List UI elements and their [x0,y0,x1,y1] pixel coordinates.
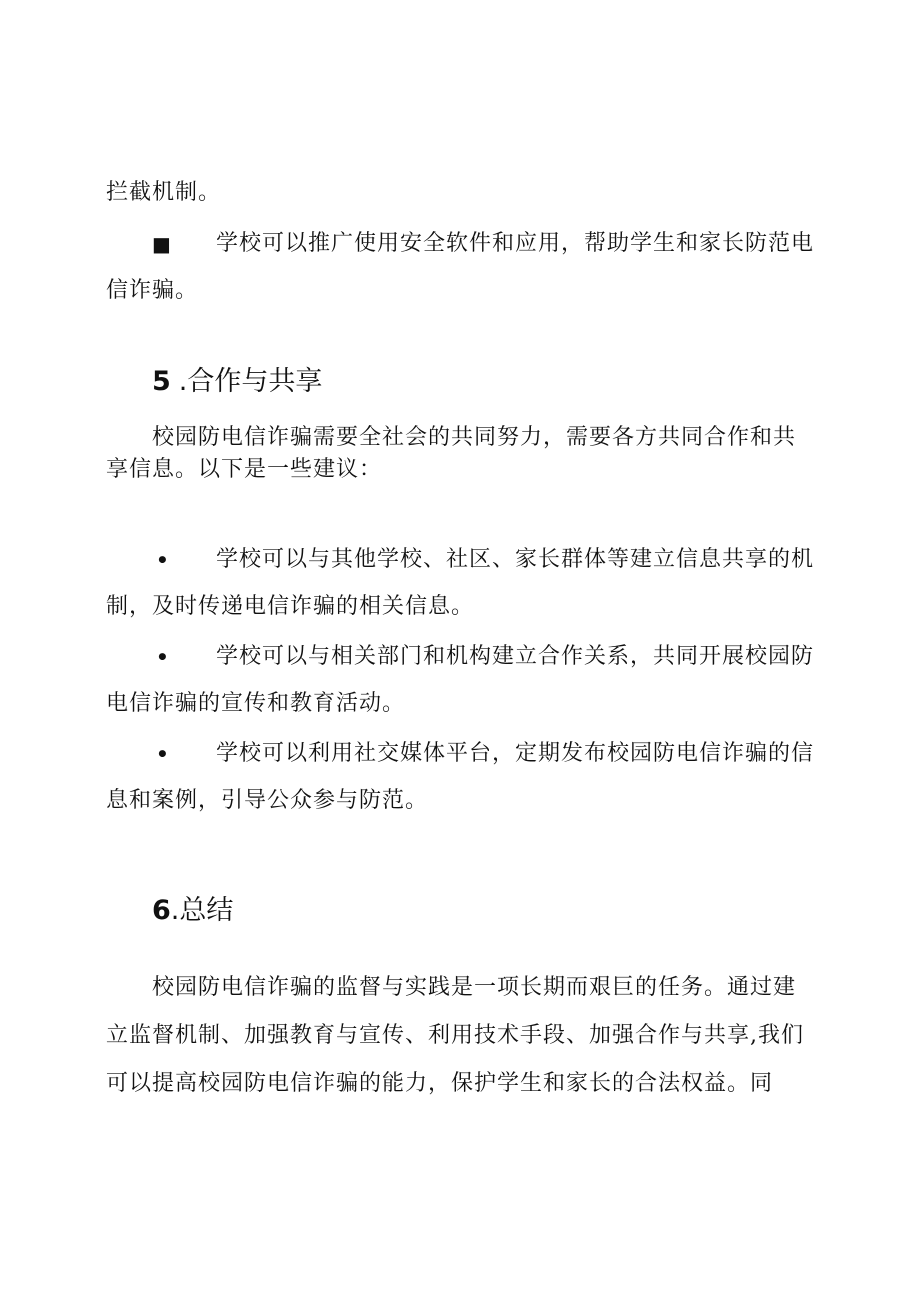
section-heading-5 [152,365,322,399]
list-item-3-line2: 息和案例，引导公众参与防范。 [106,788,429,813]
dot-bullet-icon: • [156,645,169,669]
heading-number: 5 [152,366,171,397]
dot-bullet-icon: • [156,742,169,766]
list-item-1-line2: 制，及时传递电信诈骗的相关信息。 [106,594,475,619]
square-bullet-icon: ■ [152,232,171,256]
list-item-2-line1: 学校可以与相关部门和机构建立合作关系，共同开展校园防 [216,644,815,669]
summary-line1: 校园防电信诈骗的监督与实践是一项长期而艰巨的任务。通过建 [152,975,797,1000]
paragraph-continuation: 拦截机制。 [106,180,222,205]
list-item-3-line1: 学校可以利用社交媒体平台，定期发布校园防电信诈骗的信 [216,741,815,766]
bullet-item-text-continued: 信诈骗。 [106,278,199,303]
summary-line2: 立监督机制、加强教育与宣传、利用技术手段、加强合作与共享,我们 [106,1023,804,1048]
heading-number: 6 [152,895,171,926]
section-heading-6 [152,894,233,928]
bullet-item-text: 学校可以推广使用安全软件和应用，帮助学生和家长防范电 [216,231,815,256]
summary-line3: 可以提高校园防电信诈骗的能力，保护学生和家长的合法权益。同 [106,1071,774,1096]
list-item-1-line1: 学校可以与其他学校、社区、家长群体等建立信息共享的机 [216,547,815,572]
section5-intro-line1: 校园防电信诈骗需要全社会的共同努力，需要各方共同合作和共 [152,425,797,450]
dot-bullet-icon: • [156,548,169,572]
heading-title: .总结 [170,895,234,926]
section5-intro-line2: 享信息。以下是一些建议： [106,457,383,482]
heading-title: .合作与共享 [178,366,323,397]
list-item-2-line2: 电信诈骗的宣传和教育活动。 [106,691,406,716]
